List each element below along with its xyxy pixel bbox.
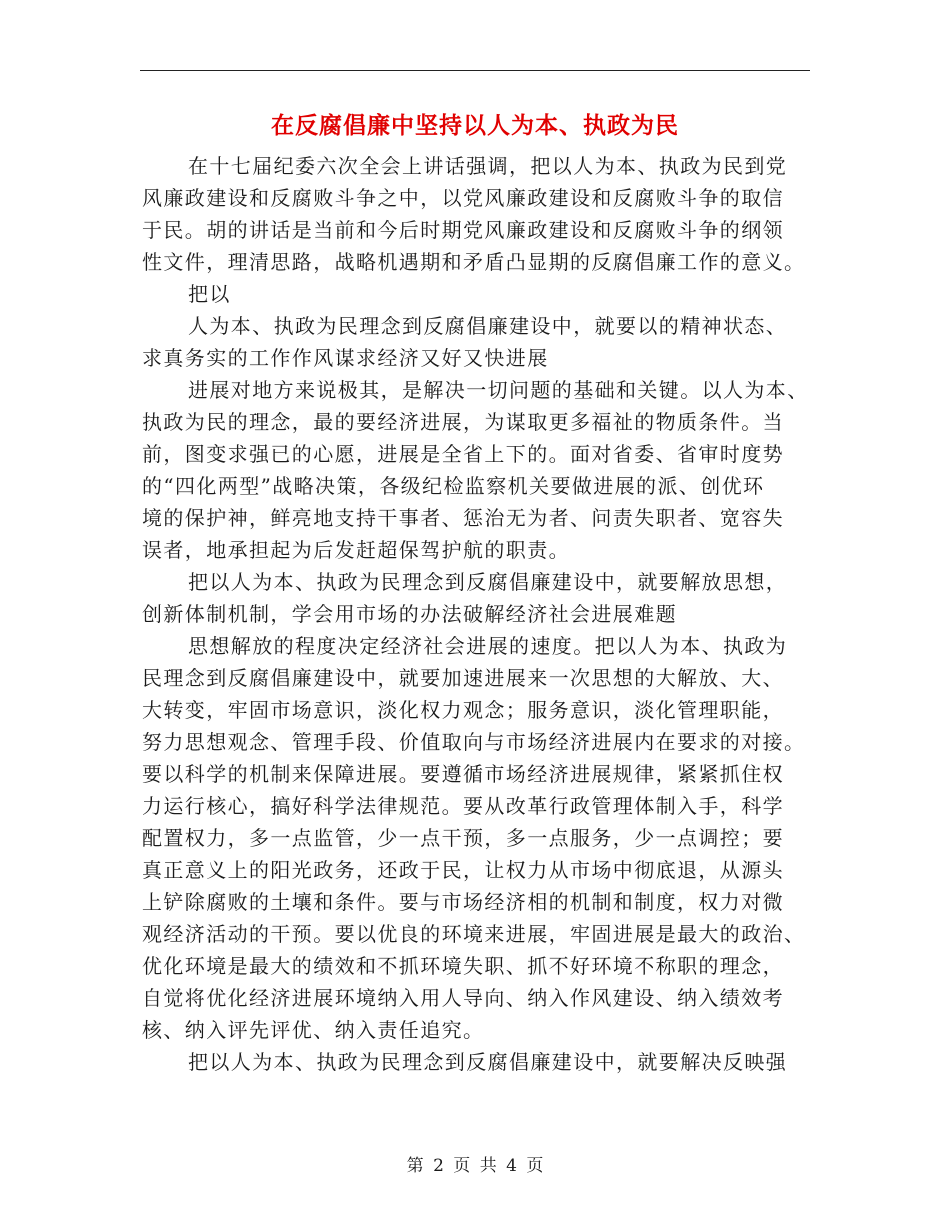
body-line: 人为本、执政为民理念到反腐倡廉建设中，就要以的精神状态、 (188, 314, 788, 338)
body-line: 上铲除腐败的土壤和条件。要与市场经济相的机制和制度，权力对微 (142, 890, 784, 914)
body-line: 民理念到反腐倡廉建设中，就要加速进展来一次思想的大解放、大、 (142, 666, 784, 690)
body-line: 大转变，牢固市场意识，淡化权力观念；服务意识，淡化管理职能， (142, 698, 784, 722)
document-body (142, 150, 810, 1078)
body-line: 进展对地方来说极其，是解决一切问题的基础和关键。以人为本、 (188, 378, 809, 402)
header-rule (140, 70, 810, 71)
body-line: 观经济活动的干预。要以优良的环境来进展，牢固进展是最大的政治、 (142, 922, 806, 946)
body-line: 真正意义上的阳光政务，还政于民，让权力从市场中彻底退，从源头 (142, 858, 784, 882)
body-line: 力运行核心，搞好科学法律规范。要从改革行政管理体制入手，科学 (142, 794, 784, 818)
page-footer: 第 2 页 共 4 页 (406, 1156, 544, 1176)
body-line: 风廉政建设和反腐败斗争之中，以党风廉政建设和反腐败斗争的取信 (142, 186, 784, 210)
body-line: 把以 (188, 282, 231, 306)
body-line: 要以科学的机制来保障进展。要遵循市场经济进展规律，紧紧抓住权 (142, 762, 784, 786)
body-line: 努力思想观念、管理手段、价值取向与市场经济进展内在要求的对接。 (142, 730, 806, 754)
body-line: 前，图变求强已的心愿，进展是全省上下的。面对省委、省审时度势 (142, 442, 784, 466)
body-line: 核、纳入评先评优、纳入责任追究。 (142, 1018, 485, 1042)
body-line: 思想解放的程度决定经济社会进展的速度。把以人为本、执政为 (188, 634, 788, 658)
body-line: 自觉将优化经济进展环境纳入用人导向、纳入作风建设、纳入绩效考 (142, 986, 784, 1010)
body-line: 于民。胡的讲话是当前和今后时期党风廉政建设和反腐败斗争的纲领 (142, 218, 784, 242)
body-line: 把以人为本、执政为民理念到反腐倡廉建设中，就要解放思想， (188, 570, 788, 594)
body-line: 的“四化两型”战略决策，各级纪检监察机关要做进展的派、创优环 (142, 474, 765, 498)
body-line: 把以人为本、执政为民理念到反腐倡廉建设中，就要解决反映强 (188, 1050, 788, 1074)
body-line: 在十七届纪委六次全会上讲话强调，把以人为本、执政为民到党 (188, 154, 788, 178)
body-line: 求真务实的工作作风谋求经济又好又快进展 (142, 346, 549, 370)
body-line: 境的保护神，鲜亮地支持干事者、惩治无为者、问责失职者、宽容失 (142, 506, 784, 530)
body-line: 性文件，理清思路，战略机遇期和矛盾凸显期的反腐倡廉工作的意义。 (142, 250, 806, 274)
body-line: 执政为民的理念，最的要经济进展，为谋取更多福祉的物质条件。当 (142, 410, 784, 434)
body-line: 误者，地承担起为后发赶超保驾护航的职责。 (142, 538, 570, 562)
document-title: 在反腐倡廉中坚持以人为本、执政为民 (271, 112, 679, 139)
body-line: 创新体制机制，学会用市场的办法破解经济社会进展难题 (142, 602, 677, 626)
body-line: 配置权力，多一点监管，少一点干预，多一点服务，少一点调控；要 (142, 826, 784, 850)
body-line: 优化环境是最大的绩效和不抓环境失职、抓不好环境不称职的理念， (142, 954, 784, 978)
